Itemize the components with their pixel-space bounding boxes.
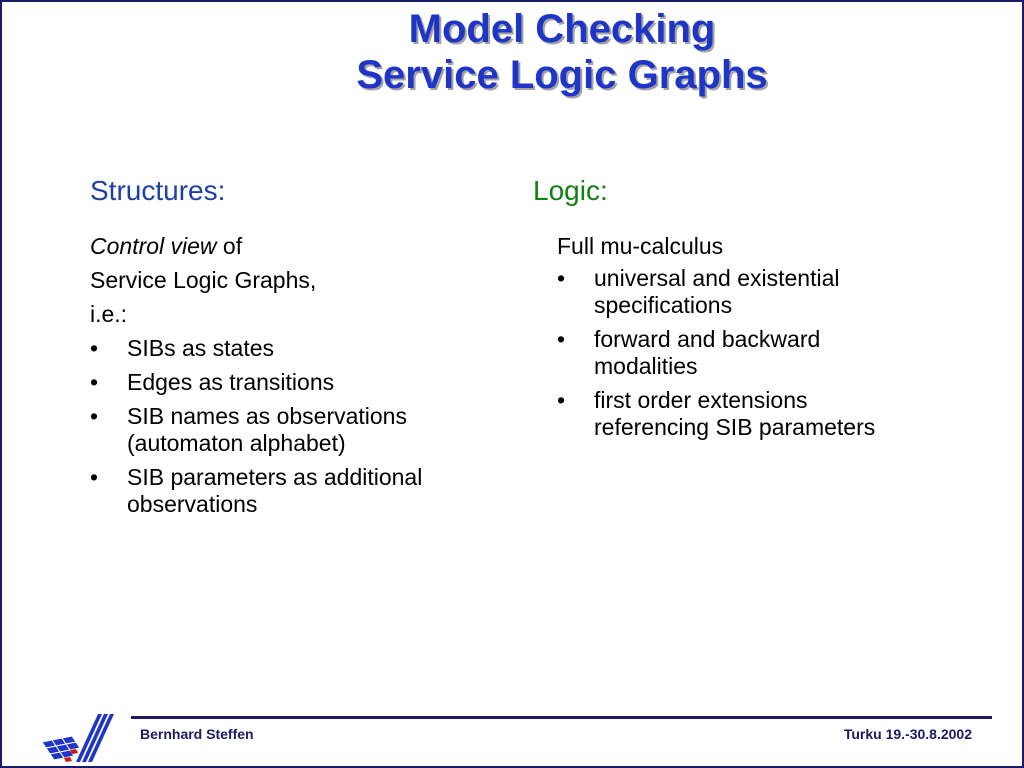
bullet-text-continued: modalities bbox=[594, 353, 698, 379]
bullet-text-continued: (automaton alphabet) bbox=[127, 430, 346, 456]
bullet-text: forward and backward bbox=[594, 326, 821, 352]
bullet-dot-icon: • bbox=[90, 369, 99, 395]
bullet-text-continued: specifications bbox=[594, 292, 733, 318]
bullet-text: SIBs as states bbox=[127, 335, 275, 361]
bullet-text-continued: referencing SIB parameters bbox=[594, 414, 876, 440]
bullet-dot-icon: • bbox=[90, 335, 99, 361]
bullet-text: universal and existential bbox=[594, 265, 840, 291]
list-item bbox=[90, 369, 510, 396]
logic-intro: Full mu-calculus bbox=[557, 233, 724, 259]
title-line-2: Service Logic Graphs bbox=[356, 53, 768, 97]
bullet-dot-icon: • bbox=[90, 403, 99, 429]
list-item bbox=[90, 464, 510, 518]
bullet-text: Edges as transitions bbox=[127, 369, 335, 395]
bullet-dot-icon: • bbox=[557, 265, 566, 291]
list-item bbox=[557, 265, 977, 319]
bullet-dot-icon: • bbox=[557, 326, 566, 352]
structures-intro bbox=[90, 233, 510, 260]
title-line-1: Model Checking bbox=[408, 7, 716, 51]
structures-line-3: i.e.: bbox=[90, 301, 128, 327]
slide-title bbox=[2, 6, 1024, 98]
structures-heading: Structures: bbox=[90, 175, 226, 206]
list-item bbox=[90, 403, 510, 457]
logic-heading: Logic: bbox=[533, 175, 608, 206]
bullet-text: SIB names as observations bbox=[127, 403, 407, 429]
structures-bullet-list bbox=[90, 335, 510, 518]
footer-event: Turku 19.-30.8.2002 bbox=[843, 726, 972, 742]
logic-column bbox=[557, 233, 977, 448]
bullet-text: SIB parameters as additional bbox=[127, 464, 423, 490]
bullet-dot-icon: • bbox=[557, 387, 566, 413]
structures-column bbox=[90, 233, 510, 525]
control-view-text: Control view bbox=[90, 233, 217, 259]
list-item bbox=[557, 387, 977, 441]
logic-bullet-list bbox=[557, 265, 977, 441]
university-grid-logo-icon bbox=[38, 710, 118, 766]
list-item bbox=[90, 335, 510, 362]
footer-author: Bernhard Steffen bbox=[140, 726, 254, 742]
footer-divider bbox=[131, 716, 992, 719]
bullet-text-continued: observations bbox=[127, 491, 258, 517]
structures-line-2: Service Logic Graphs, bbox=[90, 267, 317, 293]
list-item bbox=[557, 326, 977, 380]
intro-of-text: of bbox=[216, 233, 243, 259]
bullet-text: first order extensions bbox=[594, 387, 808, 413]
bullet-dot-icon: • bbox=[90, 464, 99, 490]
